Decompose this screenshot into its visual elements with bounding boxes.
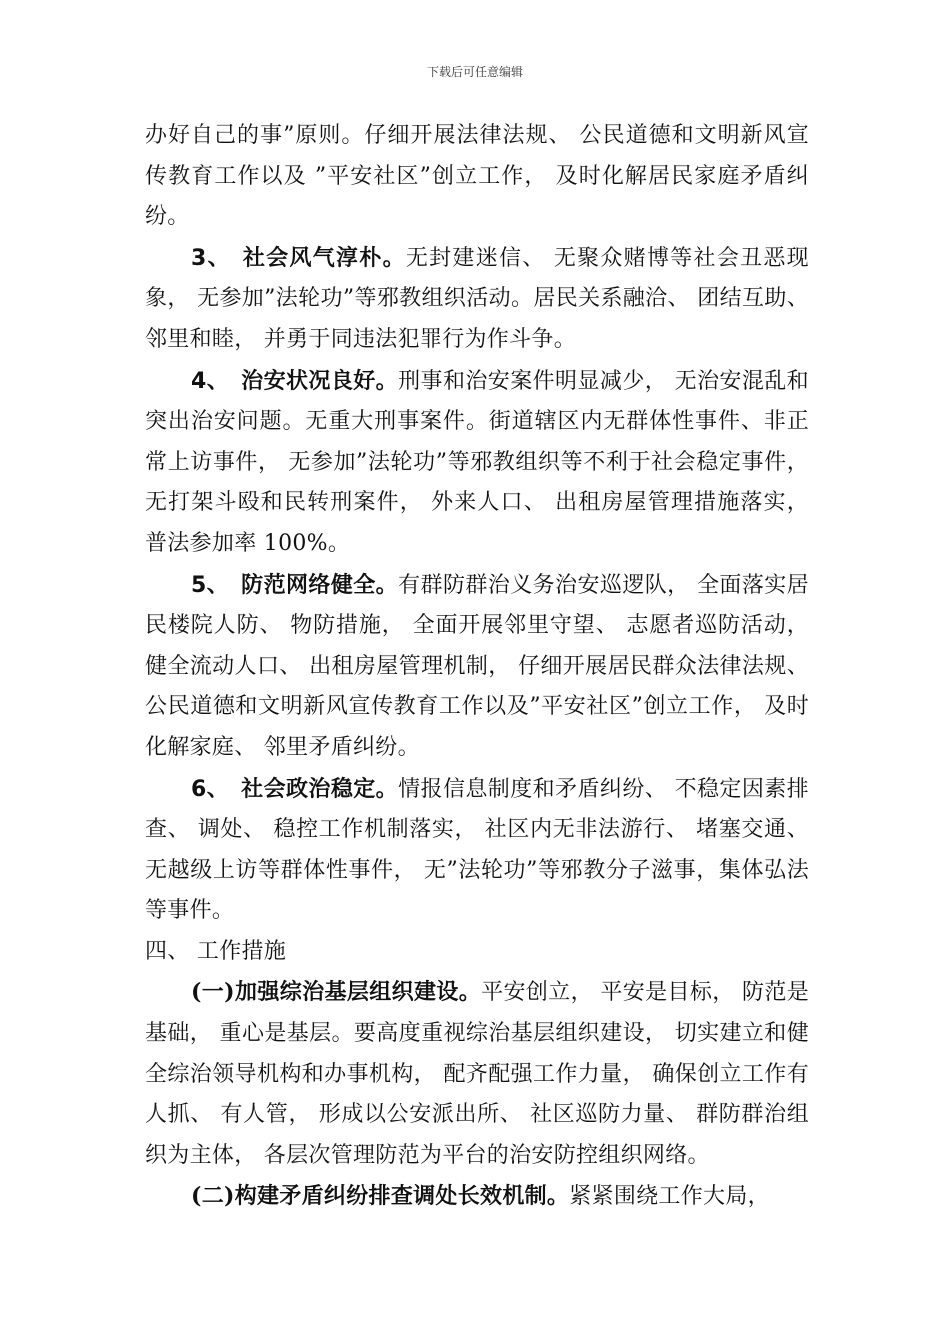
paragraph-continuation [145, 116, 809, 238]
paragraph-text: 平安创立， 平安是目标， 防范是基础， 重心是基层。要高度重视综治基层组织建设， 切实建立和健全综治领导机构和办事机构， 配齐配强工作力量， 确保创立工作有人抓、 有人管， 形成以公安派出所、 社区巡防力量、 群防群治组织为主体， 各层次管理防范为平台的治安防控组织网络。 [145, 980, 809, 1168]
paragraph-item-6 [145, 769, 809, 932]
paragraph-text: 有群防群治义务治安巡逻队， 全面落实居民楼院人防、 物防措施， 全面开展邻里守望、 志愿者巡防活动， 健全流动人口、 出租房屋管理机制， 仔细开展居民群众法律法规、 公民道德和文明新风宣传教育工作以及”平安社区”创立工作， 及时化解家庭、 邻里矛盾纠纷。 [145, 572, 810, 760]
item-lead: 防范网络健全。 [241, 571, 399, 598]
item-number: 5、 [191, 572, 230, 598]
page-header: 下载后可任意编辑 [426, 65, 523, 79]
document-body [145, 116, 809, 1218]
paragraph-text: 办好自己的事”原则。仔细开展法律法规、 公民道德和文明新风宣传教育工作以及 ”平安社区”创立工作， 及时化解居民家庭矛盾纠纷。 [145, 123, 809, 230]
paragraph-text: 紧紧围绕工作大局， [569, 1184, 770, 1210]
item-number: 4、 [191, 368, 230, 394]
item-lead: 社会风气淳朴。 [242, 244, 406, 271]
measure-lead: (一)加强综治基层组织建设。 [191, 979, 482, 1006]
paragraph-item-3 [145, 238, 809, 361]
paragraph-text: 情报信息制度和矛盾纠纷、 不稳定因素排查、 调处、 稳控工作机制落实， 社区内无非法游行、 堵塞交通、 无越级上访等群体性事件， 无”法轮功”等邪教分子滋事，集体弘法等事件。 [145, 776, 809, 924]
item-lead: 社会政治稳定。 [241, 775, 399, 802]
item-number: 6、 [191, 776, 230, 802]
paragraph-text: 无封建迷信、 无聚众赌博等社会丑恶现象， 无参加”法轮功”等邪教组织活动。居民关系融洽、 团结互助、 邻里和睦， 并勇于同违法犯罪行为作斗争。 [145, 245, 809, 352]
paragraph-item-5 [145, 565, 809, 769]
paragraph-item-4 [145, 361, 809, 565]
measure-item-2 [145, 1176, 809, 1218]
item-lead: 治安状况良好。 [241, 367, 399, 394]
measure-lead: (二)构建矛盾纠纷排查调处长效机制。 [191, 1183, 570, 1210]
measure-item-1 [145, 972, 809, 1176]
section-heading: 四、 工作措施 [145, 938, 287, 964]
paragraph-text: 刑事和治安案件明显减少， 无治安混乱和突出治安问题。无重大刑事案件。街道辖区内无群体性事件、非正常上访事件， 无参加”法轮功”等邪教组织等不利于社会稳定事件， 无打架斗殴和民转刑案件， 外来人口、 出租房屋管理措施落实， 普法参加率 100%。 [145, 368, 809, 556]
item-number: 3、 [191, 245, 231, 271]
